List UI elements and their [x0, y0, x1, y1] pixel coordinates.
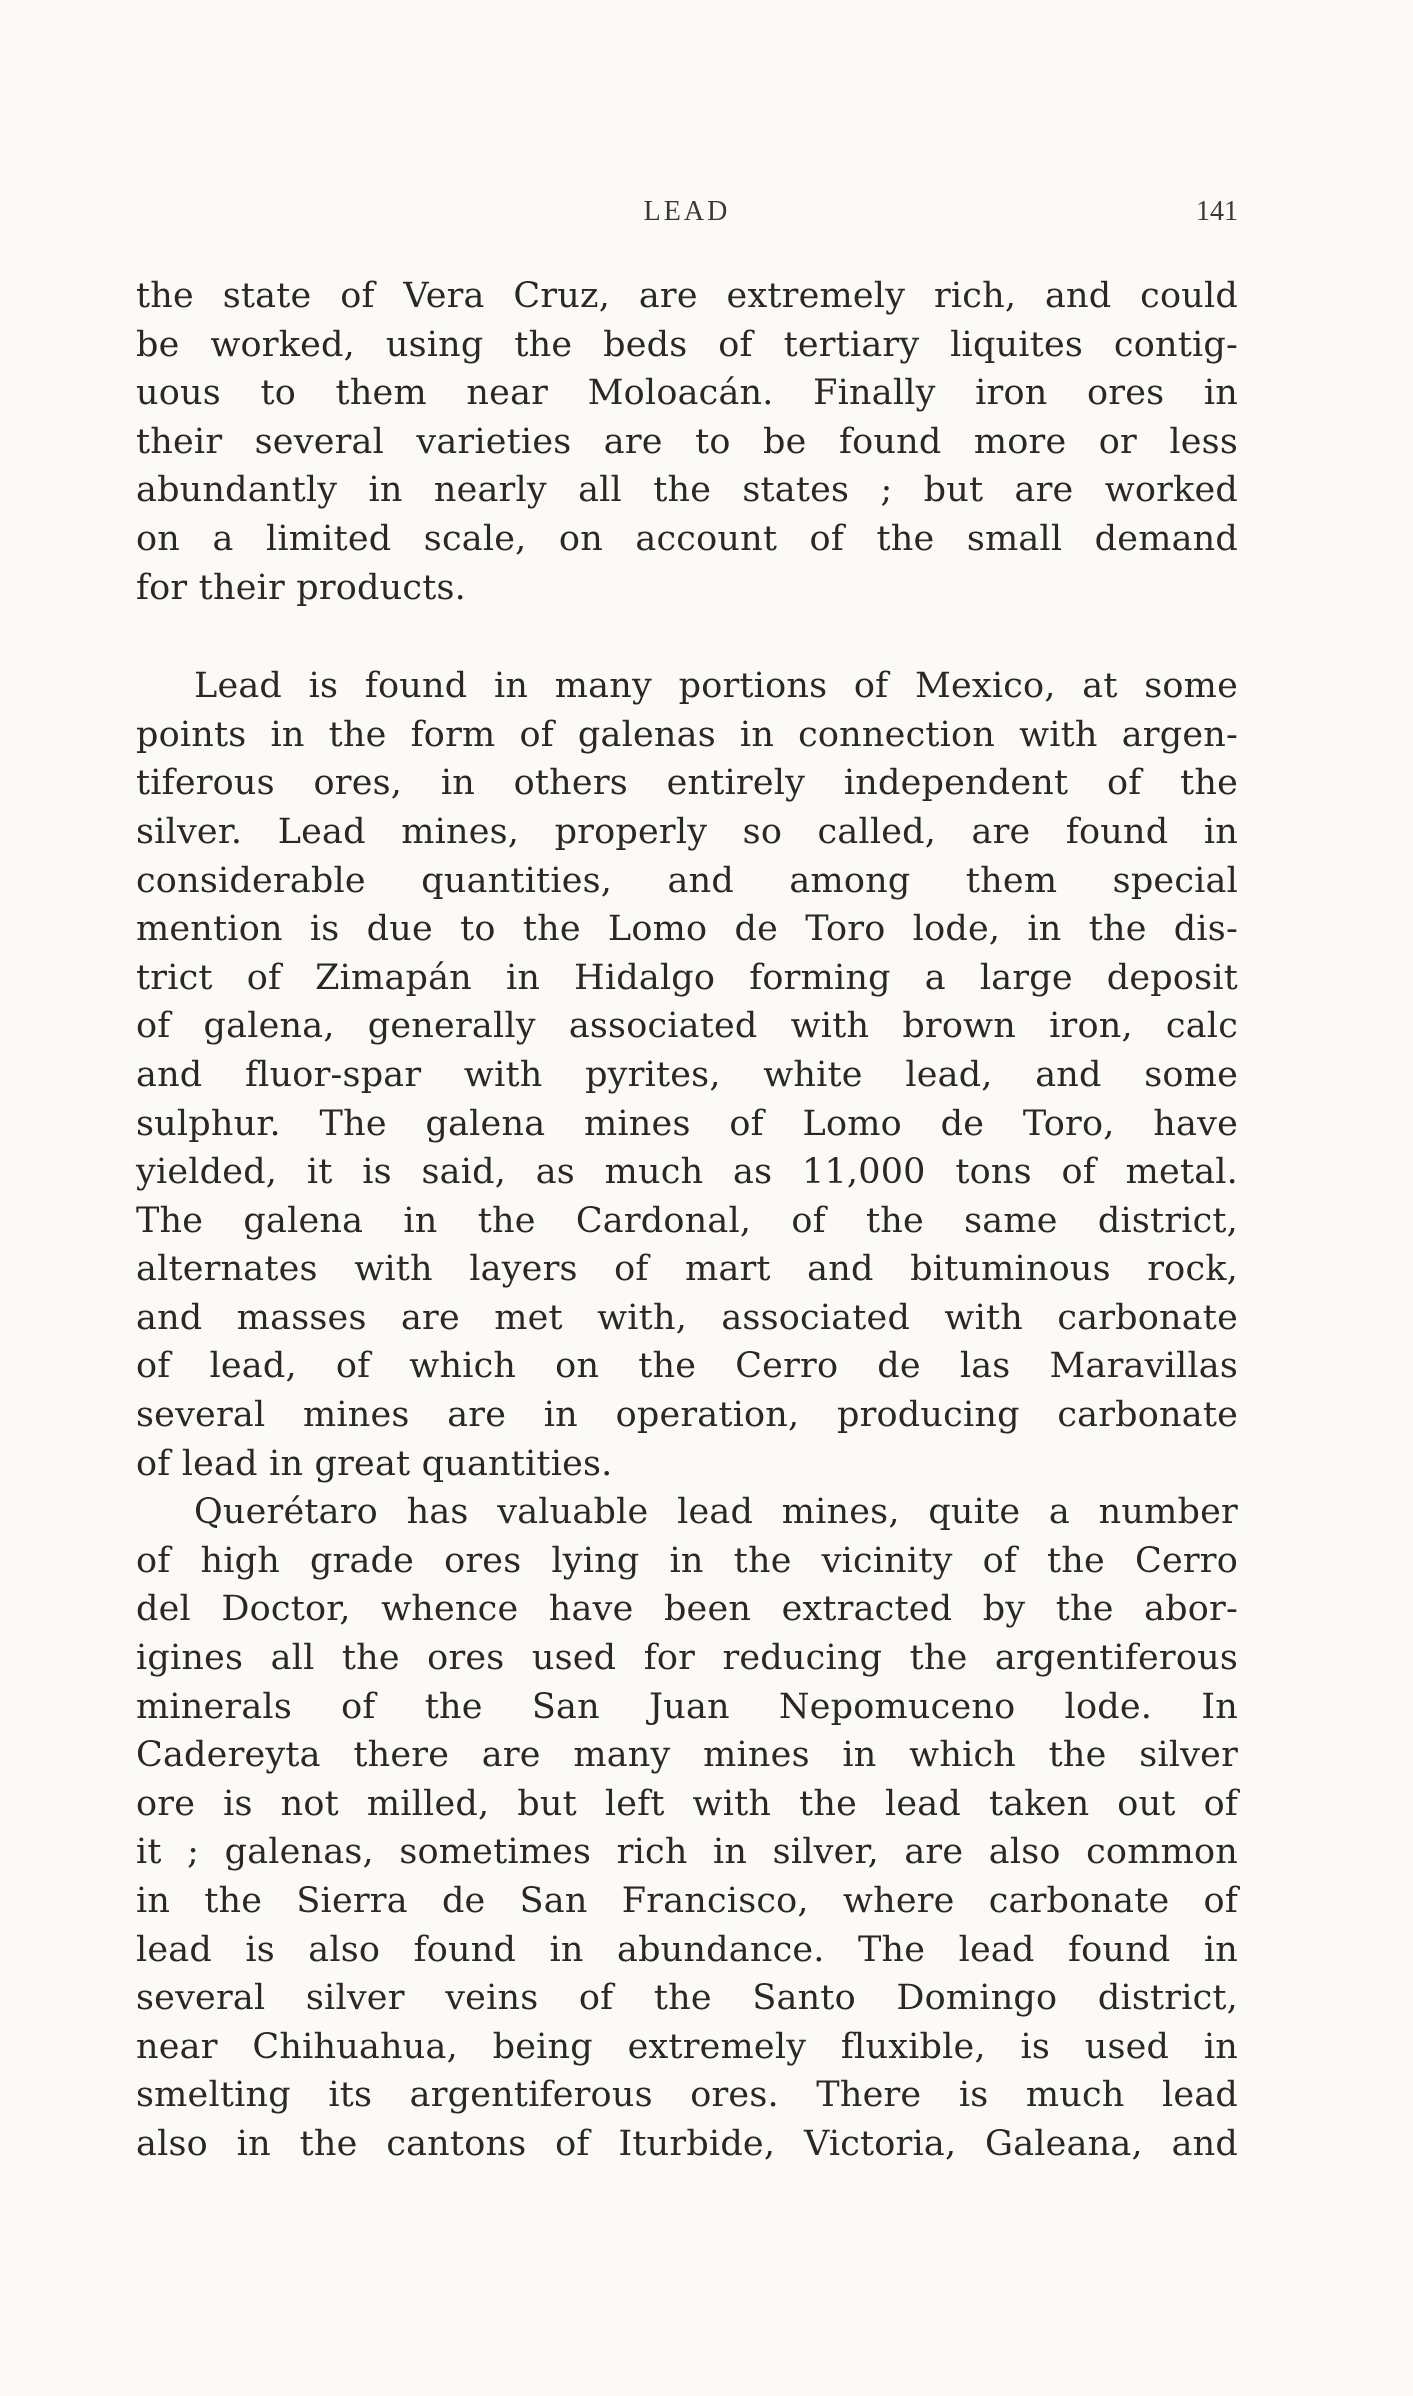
text-line: their several varieties are to be found more or less: [136, 421, 1238, 462]
text-line: minerals of the San Juan Nepomuceno lode. In: [136, 1686, 1238, 1727]
text-line: ore is not milled, but left with the lead taken out of: [136, 1783, 1238, 1824]
page-number: 141: [1196, 196, 1238, 227]
text-line: trict of Zimapán in Hidalgo forming a large deposit: [136, 957, 1238, 998]
running-head: [136, 196, 1238, 236]
text-line: considerable quantities, and among them special: [136, 860, 1238, 901]
text-line: lead is also found in abundance. The lead found in: [136, 1929, 1238, 1970]
text-line: points in the form of galenas in connection with argen-: [136, 714, 1238, 755]
text-line: in the Sierra de San Francisco, where carbonate of: [136, 1881, 1238, 1921]
text-line: on a limited scale, on account of the small demand: [136, 518, 1238, 559]
text-line: near Chihuahua, being extremely fluxible, is used in: [136, 2026, 1238, 2067]
text-line: yielded, it is said, as much as 11,000 tons of metal.: [136, 1152, 1238, 1193]
body-text: [136, 272, 1238, 2169]
text-line: sulphur. The galena mines of Lomo de Toro, have: [136, 1103, 1238, 1144]
paragraph-2: [136, 662, 1238, 1488]
text-line: del Doctor, whence have been extracted by the abor-: [136, 1589, 1238, 1630]
text-line: mention is due to the Lomo de Toro lode, in the dis-: [136, 909, 1238, 950]
text-line: also in the cantons of Iturbide, Victoria, Galeana, and: [136, 2123, 1238, 2164]
text-line: several silver veins of the Santo Domingo district,: [136, 1978, 1238, 2019]
text-line: and fluor-spar with pyrites, white lead, and some: [136, 1054, 1238, 1095]
text-line: the state of Vera Cruz, are extremely rich, and could: [136, 276, 1238, 316]
text-line: silver. Lead mines, properly so called, are found in: [136, 811, 1238, 852]
text-line: several mines are in operation, producing carbonate: [136, 1395, 1238, 1436]
paragraph-3: [136, 1488, 1238, 2168]
text-line: smelting its argentiferous ores. There is much lead: [136, 2075, 1238, 2116]
text-line: it ; galenas, sometimes rich in silver, are also common: [136, 1832, 1238, 1873]
paragraph-1: [136, 272, 1238, 612]
text-line: abundantly in nearly all the states ; but are worked: [136, 470, 1238, 511]
text-line: of galena, generally associated with brown iron, calc: [136, 1006, 1238, 1047]
text-line: The galena in the Cardonal, of the same district,: [136, 1200, 1238, 1241]
text-line: Cadereyta there are many mines in which the silver: [136, 1735, 1238, 1776]
text-line: uous to them near Moloacán. Finally iron ores in: [136, 373, 1238, 414]
text-line: of lead in great quantities.: [136, 1443, 613, 1484]
text-line: igines all the ores used for reducing the argentiferous: [136, 1638, 1238, 1679]
text-line: for their products.: [136, 567, 466, 608]
text-line: Lead is found in many portions of Mexico, at some: [194, 666, 1238, 707]
text-line: of lead, of which on the Cerro de las Maravillas: [136, 1346, 1238, 1387]
paragraph-spacer: [136, 612, 1238, 662]
text-line: be worked, using the beds of tertiary liquites contig-: [136, 324, 1238, 365]
running-title: LEAD: [643, 196, 731, 227]
text-line: and masses are met with, associated with carbonate: [136, 1297, 1238, 1338]
text-line: Querétaro has valuable lead mines, quite a number: [194, 1492, 1238, 1533]
text-line: alternates with layers of mart and bituminous rock,: [136, 1249, 1238, 1290]
text-line: of high grade ores lying in the vicinity of the Cerro: [136, 1540, 1238, 1581]
text-line: tiferous ores, in others entirely independent of the: [136, 763, 1238, 804]
